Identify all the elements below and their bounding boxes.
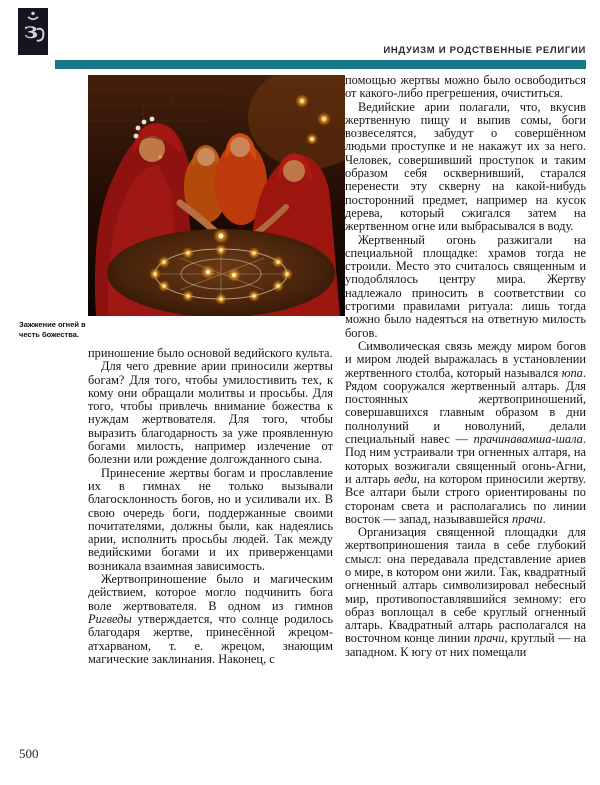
photo-illustration	[88, 75, 345, 316]
text-column-right	[345, 74, 586, 659]
text-column-left	[88, 347, 333, 666]
paragraph: Ведийские арии полагали, что, вкусив жертвенную пищу и выпив сомы, боги возвеселятся, забудут о совершённом людьми проступке и не накажут их за него. Человек, совершивший проступок и таким образом себя осквернивший, старался перенести эту скверну на какой-нибудь посторонний предмет, например на кусок дерева, который сжигался затем на жертвенном огне или выбрасывался в воду.	[345, 99, 586, 234]
figure-caption: Зажжение огней в честь божества.	[19, 320, 86, 339]
om-icon	[20, 9, 46, 54]
paragraph: Символическая связь между миром богов и миром людей выражалась в установлении жертвенного столба, который назывался юпа. Рядом сооружался жертвенный алтарь. Для постоянных жертвоприношений, совершавшихся главным образом в дни полнолуний и новолуний, делали специальный навес — прачинавамша-шала. Под ним устраивали три огненных алтаря, на которых возжигали священный огонь-Агни, и алтарь веди, на котором приносили жертву. Все алтари были строго ориентированы по сторонам света и располагались по линии восток — запад, называвшейся прачи.	[345, 338, 587, 526]
svg-text:з: з	[23, 18, 38, 45]
paragraph: Принесение жертвы богам и прославление их в гимнах не только вызывали благосклонность богов, но и усиливали их. В свою очередь боги, поддержанные своими почитателями, должны были, как надеялись арии, исполнить просьбы людей. Так между ведийскими богами и их приверженцами возникала взаимная зависимость.	[88, 465, 333, 573]
paragraph: Для чего древние арии приносили жертвы богам? Для того, чтобы умилостивить тех, к кому они обращали молитвы и просьбы. Для того, чтобы привлечь внимание божества к нуждам жертвователя. Для того, чтобы выразить благодарность за уже проявленную богами милость, например излечение от болезни или рождение долгожданного сына.	[88, 359, 333, 467]
paragraph: приношение было основой ведийского культа.	[88, 346, 333, 360]
paragraph: Жертвоприношение было и магическим действием, которое могло подчинить бога воле жертвователя. В одном из гимнов Ригведы утверждается, что солнце родилось благодаря жертве, принесённой жрецом-атхарваном, т. е. жрецом, знающим магические заклинания. Наконец, с	[88, 572, 333, 666]
figure-photo-lighting-lamps	[88, 75, 345, 316]
paragraph: Организация священной площадки для жертвоприношения таила в себе глубокий смысл: она передавала представление ариев о мире, в котором они жили. Так, квадратный огненный алтарь символизировал небесный мир, противопоставлявшийся земному: его образ воплощал в себе круглый огненный алтарь. Квадратный алтарь располагался на восточном конце линии прачи, круглый — на западном. К югу от них помещали	[345, 525, 586, 659]
paragraph: помощью жертвы можно было освободиться от какого-либо прегрешения, очиститься.	[345, 73, 586, 101]
header-rule	[55, 60, 586, 69]
paragraph: Жертвенный огонь разжигали на специальной площадке: храмов тогда не строили. Место это считалось священным и уподоблялось центру мира. Жертву надлежало приносить в соответствии со строгими правилами ритуала: лишь тогда можно было надеяться на ответную милость богов.	[345, 232, 586, 340]
page-header: ИНДУИЗМ И РОДСТВЕННЫЕ РЕЛИГИИ	[383, 45, 586, 56]
page-number: 500	[19, 746, 39, 761]
om-symbol-box	[18, 8, 48, 55]
